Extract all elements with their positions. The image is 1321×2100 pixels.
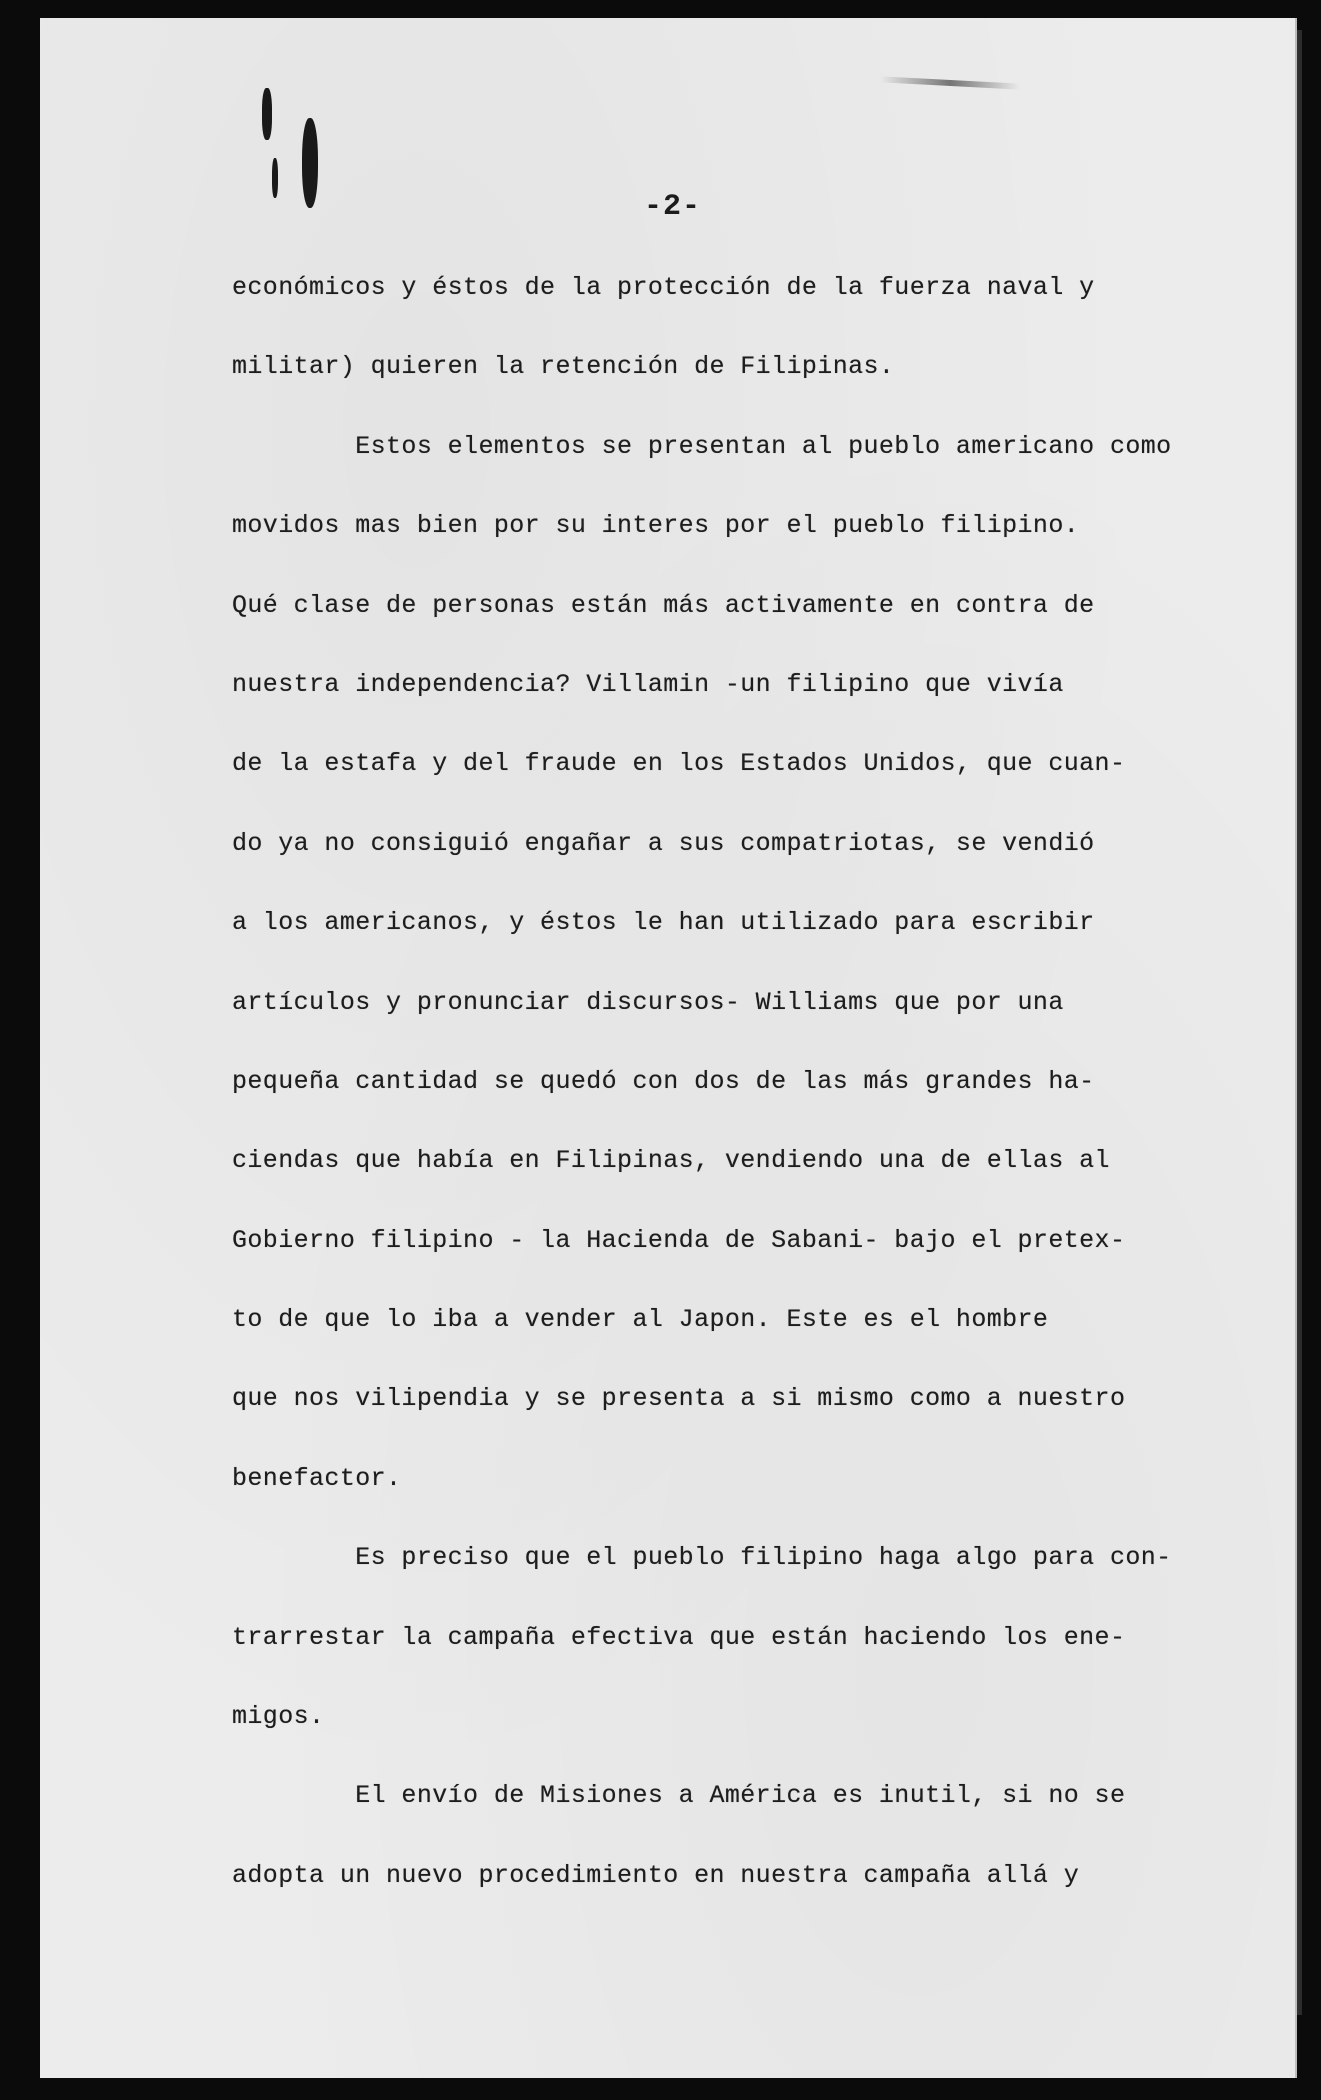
page-number: -2-: [644, 190, 702, 224]
text-line: pequeña cantidad se quedó con dos de las más grandes ha-: [232, 1066, 1095, 1096]
text-line: ciendas que había en Filipinas, vendiendo una de ellas al: [232, 1146, 1110, 1176]
ink-blot-mark: [272, 158, 278, 198]
text-line: que nos vilipendia y se presenta a si mismo como a nuestro: [232, 1384, 1126, 1414]
text-line: benefactor.: [232, 1463, 402, 1493]
text-line: a los americanos, y éstos le han utilizado para escribir: [232, 908, 1095, 938]
typed-text-body: [232, 268, 1172, 1935]
text-line: económicos y éstos de la protección de la fuerza naval y: [232, 273, 1095, 302]
text-line: El envío de Misiones a América es inutil, si no se: [232, 1781, 1126, 1811]
text-line: nuestra independencia? Villamin -un filipino que vivía: [232, 669, 1064, 699]
smudge-mark: [880, 76, 1020, 89]
text-line: adopta un nuevo procedimiento en nuestra campaña allá y: [232, 1860, 1080, 1890]
text-line: Gobierno filipino - la Hacienda de Sabani- bajo el pretex-: [232, 1225, 1126, 1255]
ink-blot-mark: [262, 88, 272, 140]
text-line: Es preciso que el pueblo filipino haga algo para con-: [232, 1543, 1172, 1573]
text-line: Estos elementos se presentan al pueblo americano como: [232, 431, 1172, 461]
text-line: artículos y pronunciar discursos- Williams que por una: [232, 987, 1064, 1017]
text-line: migos.: [232, 1702, 325, 1732]
text-line: militar) quieren la retención de Filipinas.: [232, 352, 895, 382]
text-line: to de que lo iba a vender al Japon. Este es el hombre: [232, 1305, 1049, 1335]
text-line: movidos mas bien por su interes por el pueblo filipino.: [232, 511, 1080, 541]
text-line: do ya no consiguió engañar a sus compatriotas, se vendió: [232, 828, 1095, 858]
text-line: Qué clase de personas están más activamente en contra de: [232, 590, 1095, 620]
text-line: trarrestar la campaña efectiva que están haciendo los ene-: [232, 1622, 1126, 1652]
text-line: de la estafa y del fraude en los Estados Unidos, que cuan-: [232, 749, 1126, 779]
ink-blot-mark: [302, 118, 318, 208]
